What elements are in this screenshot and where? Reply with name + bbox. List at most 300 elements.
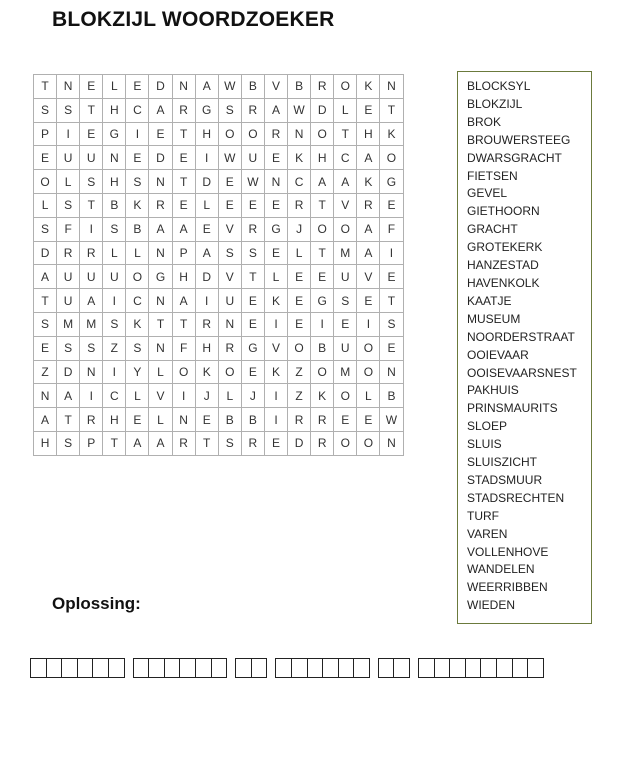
- grid-cell[interactable]: R: [311, 408, 334, 432]
- grid-cell[interactable]: E: [334, 408, 357, 432]
- grid-cell[interactable]: R: [218, 336, 241, 360]
- grid-cell[interactable]: N: [149, 289, 172, 313]
- grid-cell[interactable]: C: [334, 146, 357, 170]
- grid-cell[interactable]: E: [34, 146, 57, 170]
- grid-cell[interactable]: J: [241, 384, 264, 408]
- word-list-item: SLUIS: [467, 437, 502, 452]
- grid-cell[interactable]: P: [34, 122, 57, 146]
- grid-cell[interactable]: H: [103, 170, 126, 194]
- grid-cell[interactable]: L: [103, 75, 126, 99]
- grid-cell[interactable]: T: [34, 75, 57, 99]
- grid-cell[interactable]: K: [126, 193, 149, 217]
- grid-cell[interactable]: N: [172, 75, 195, 99]
- answer-letter-box[interactable]: [30, 658, 47, 678]
- grid-cell[interactable]: Y: [126, 360, 149, 384]
- grid-cell[interactable]: S: [34, 217, 57, 241]
- grid-cell[interactable]: O: [288, 336, 311, 360]
- grid-cell[interactable]: W: [218, 146, 241, 170]
- grid-cell[interactable]: E: [264, 193, 287, 217]
- grid-cell[interactable]: O: [241, 122, 264, 146]
- grid-cell[interactable]: S: [103, 217, 126, 241]
- answer-letter-box[interactable]: [418, 658, 435, 678]
- grid-cell[interactable]: U: [57, 146, 80, 170]
- grid-cell[interactable]: T: [380, 98, 403, 122]
- grid-cell[interactable]: U: [57, 265, 80, 289]
- grid-cell[interactable]: S: [218, 98, 241, 122]
- grid-cell[interactable]: A: [334, 170, 357, 194]
- grid-cell[interactable]: I: [80, 384, 103, 408]
- grid-cell[interactable]: L: [357, 384, 380, 408]
- grid-cell[interactable]: D: [149, 75, 172, 99]
- grid-cell[interactable]: L: [288, 241, 311, 265]
- grid-cell[interactable]: D: [57, 360, 80, 384]
- grid-cell[interactable]: R: [288, 408, 311, 432]
- answer-letter-box[interactable]: [480, 658, 497, 678]
- grid-cell[interactable]: I: [126, 122, 149, 146]
- grid-cell[interactable]: E: [80, 122, 103, 146]
- grid-cell[interactable]: C: [103, 384, 126, 408]
- grid-cell[interactable]: A: [172, 289, 195, 313]
- grid-cell[interactable]: N: [218, 312, 241, 336]
- grid-cell[interactable]: I: [195, 146, 218, 170]
- grid-cell[interactable]: N: [172, 408, 195, 432]
- grid-cell[interactable]: O: [334, 384, 357, 408]
- grid-cell[interactable]: R: [172, 98, 195, 122]
- grid-cell[interactable]: E: [380, 265, 403, 289]
- grid-cell[interactable]: V: [264, 75, 287, 99]
- grid-cell[interactable]: K: [264, 289, 287, 313]
- grid-cell[interactable]: I: [172, 384, 195, 408]
- grid-cell[interactable]: E: [218, 170, 241, 194]
- answer-letter-box[interactable]: [338, 658, 355, 678]
- grid-cell[interactable]: Z: [103, 336, 126, 360]
- grid-cell[interactable]: K: [195, 360, 218, 384]
- grid-cell[interactable]: G: [264, 217, 287, 241]
- grid-cell[interactable]: L: [149, 408, 172, 432]
- grid-cell[interactable]: C: [288, 170, 311, 194]
- grid-cell[interactable]: F: [172, 336, 195, 360]
- grid-cell[interactable]: V: [264, 336, 287, 360]
- grid-cell[interactable]: E: [288, 289, 311, 313]
- grid-cell[interactable]: T: [149, 312, 172, 336]
- grid-cell[interactable]: I: [57, 122, 80, 146]
- grid-cell[interactable]: L: [126, 241, 149, 265]
- grid-cell[interactable]: L: [218, 384, 241, 408]
- answer-letter-box[interactable]: [77, 658, 94, 678]
- grid-cell[interactable]: S: [380, 312, 403, 336]
- grid-cell[interactable]: O: [218, 122, 241, 146]
- grid-cell[interactable]: L: [264, 265, 287, 289]
- grid-cell[interactable]: N: [149, 170, 172, 194]
- grid-cell[interactable]: N: [380, 360, 403, 384]
- answer-letter-box[interactable]: [378, 658, 395, 678]
- grid-cell[interactable]: L: [334, 98, 357, 122]
- grid-cell[interactable]: A: [311, 170, 334, 194]
- grid-cell[interactable]: L: [195, 193, 218, 217]
- grid-cell[interactable]: E: [311, 265, 334, 289]
- grid-cell[interactable]: A: [149, 431, 172, 455]
- grid-cell[interactable]: E: [264, 146, 287, 170]
- grid-cell[interactable]: H: [195, 122, 218, 146]
- grid-cell[interactable]: N: [264, 170, 287, 194]
- grid-cell[interactable]: M: [80, 312, 103, 336]
- grid-cell[interactable]: B: [126, 217, 149, 241]
- answer-letter-box[interactable]: [148, 658, 165, 678]
- grid-cell[interactable]: Z: [288, 384, 311, 408]
- grid-cell[interactable]: F: [57, 217, 80, 241]
- answer-letter-box[interactable]: [133, 658, 150, 678]
- grid-cell[interactable]: B: [311, 336, 334, 360]
- grid-cell[interactable]: H: [357, 122, 380, 146]
- grid-cell[interactable]: A: [126, 431, 149, 455]
- grid-cell[interactable]: V: [218, 265, 241, 289]
- grid-cell[interactable]: S: [57, 98, 80, 122]
- grid-cell[interactable]: S: [80, 336, 103, 360]
- grid-cell[interactable]: W: [241, 170, 264, 194]
- grid-cell[interactable]: R: [264, 122, 287, 146]
- grid-cell[interactable]: A: [149, 98, 172, 122]
- answer-letter-box[interactable]: [496, 658, 513, 678]
- answer-letter-box[interactable]: [46, 658, 63, 678]
- grid-cell[interactable]: I: [80, 217, 103, 241]
- grid-cell[interactable]: G: [241, 336, 264, 360]
- grid-cell[interactable]: S: [57, 193, 80, 217]
- grid-cell[interactable]: V: [357, 265, 380, 289]
- grid-cell[interactable]: T: [334, 122, 357, 146]
- grid-cell[interactable]: R: [288, 193, 311, 217]
- grid-cell[interactable]: T: [241, 265, 264, 289]
- grid-cell[interactable]: I: [103, 289, 126, 313]
- grid-cell[interactable]: I: [103, 360, 126, 384]
- grid-cell[interactable]: R: [311, 75, 334, 99]
- grid-cell[interactable]: U: [334, 265, 357, 289]
- answer-letter-box[interactable]: [449, 658, 466, 678]
- grid-cell[interactable]: N: [288, 122, 311, 146]
- grid-cell[interactable]: R: [149, 193, 172, 217]
- grid-cell[interactable]: O: [172, 360, 195, 384]
- grid-cell[interactable]: A: [357, 241, 380, 265]
- grid-cell[interactable]: E: [195, 408, 218, 432]
- grid-cell[interactable]: E: [334, 312, 357, 336]
- grid-cell[interactable]: K: [380, 122, 403, 146]
- grid-cell[interactable]: R: [311, 431, 334, 455]
- grid-cell[interactable]: L: [126, 384, 149, 408]
- grid-cell[interactable]: A: [57, 384, 80, 408]
- grid-cell[interactable]: G: [311, 289, 334, 313]
- grid-cell[interactable]: R: [195, 312, 218, 336]
- grid-cell[interactable]: B: [241, 75, 264, 99]
- grid-cell[interactable]: I: [264, 312, 287, 336]
- grid-cell[interactable]: N: [34, 384, 57, 408]
- grid-cell[interactable]: R: [357, 193, 380, 217]
- grid-cell[interactable]: H: [195, 336, 218, 360]
- grid-cell[interactable]: S: [126, 170, 149, 194]
- grid-cell[interactable]: R: [241, 431, 264, 455]
- grid-cell[interactable]: K: [288, 146, 311, 170]
- grid-cell[interactable]: L: [57, 170, 80, 194]
- grid-cell[interactable]: O: [311, 122, 334, 146]
- grid-cell[interactable]: U: [241, 146, 264, 170]
- grid-cell[interactable]: S: [126, 336, 149, 360]
- grid-cell[interactable]: H: [103, 98, 126, 122]
- grid-cell[interactable]: E: [241, 289, 264, 313]
- word-list-item: VOLLENHOVE: [467, 544, 549, 559]
- grid-cell[interactable]: S: [218, 241, 241, 265]
- grid-cell[interactable]: Z: [288, 360, 311, 384]
- grid-cell[interactable]: N: [80, 360, 103, 384]
- grid-cell[interactable]: I: [195, 289, 218, 313]
- grid-cell[interactable]: A: [34, 408, 57, 432]
- grid-row: [34, 312, 404, 336]
- grid-cell[interactable]: B: [288, 75, 311, 99]
- grid-cell[interactable]: O: [311, 360, 334, 384]
- grid-cell[interactable]: C: [126, 289, 149, 313]
- word-list-item: GROTEKERK: [467, 240, 543, 255]
- grid-cell[interactable]: K: [264, 360, 287, 384]
- grid-cell[interactable]: T: [57, 408, 80, 432]
- answer-letter-box[interactable]: [251, 658, 268, 678]
- grid-cell[interactable]: B: [218, 408, 241, 432]
- grid-cell[interactable]: E: [126, 146, 149, 170]
- grid-cell[interactable]: E: [34, 336, 57, 360]
- grid-cell[interactable]: O: [34, 170, 57, 194]
- grid-cell[interactable]: E: [288, 312, 311, 336]
- grid-cell[interactable]: T: [80, 98, 103, 122]
- grid-cell[interactable]: E: [264, 431, 287, 455]
- grid-cell[interactable]: T: [172, 170, 195, 194]
- grid-cell[interactable]: W: [380, 408, 403, 432]
- grid-cell[interactable]: J: [288, 217, 311, 241]
- grid-cell[interactable]: U: [218, 289, 241, 313]
- grid-cell[interactable]: B: [380, 384, 403, 408]
- grid-cell[interactable]: S: [218, 431, 241, 455]
- grid-cell[interactable]: O: [334, 217, 357, 241]
- grid-cell[interactable]: S: [241, 241, 264, 265]
- grid-cell[interactable]: B: [103, 193, 126, 217]
- grid-cell[interactable]: W: [288, 98, 311, 122]
- grid-cell[interactable]: G: [195, 98, 218, 122]
- grid-cell[interactable]: N: [380, 75, 403, 99]
- answer-letter-box[interactable]: [195, 658, 212, 678]
- answer-letter-box[interactable]: [275, 658, 292, 678]
- grid-cell[interactable]: D: [149, 146, 172, 170]
- answer-letter-box[interactable]: [92, 658, 109, 678]
- grid-cell[interactable]: T: [195, 431, 218, 455]
- grid-cell[interactable]: T: [311, 241, 334, 265]
- grid-cell[interactable]: N: [380, 431, 403, 455]
- grid-cell[interactable]: E: [126, 408, 149, 432]
- answer-letter-box[interactable]: [108, 658, 125, 678]
- grid-cell[interactable]: H: [34, 431, 57, 455]
- grid-cell[interactable]: E: [172, 193, 195, 217]
- grid-cell[interactable]: T: [103, 431, 126, 455]
- grid-row: [34, 98, 404, 122]
- grid-cell[interactable]: R: [241, 98, 264, 122]
- grid-cell[interactable]: P: [172, 241, 195, 265]
- answer-letter-box[interactable]: [179, 658, 196, 678]
- grid-cell[interactable]: K: [126, 312, 149, 336]
- grid-cell[interactable]: U: [80, 146, 103, 170]
- grid-row: [34, 265, 404, 289]
- grid-cell[interactable]: L: [149, 360, 172, 384]
- grid-cell[interactable]: E: [218, 193, 241, 217]
- grid-cell[interactable]: R: [172, 431, 195, 455]
- grid-cell[interactable]: T: [34, 289, 57, 313]
- grid-cell[interactable]: N: [149, 336, 172, 360]
- grid-row: [34, 289, 404, 313]
- grid-cell[interactable]: S: [57, 336, 80, 360]
- grid-cell[interactable]: E: [357, 408, 380, 432]
- grid-cell[interactable]: I: [264, 408, 287, 432]
- grid-cell[interactable]: L: [103, 241, 126, 265]
- grid-cell[interactable]: C: [126, 98, 149, 122]
- grid-cell[interactable]: N: [57, 75, 80, 99]
- grid-cell[interactable]: I: [380, 241, 403, 265]
- grid-cell[interactable]: A: [357, 217, 380, 241]
- grid-cell[interactable]: I: [264, 384, 287, 408]
- grid-cell[interactable]: M: [334, 360, 357, 384]
- grid-cell[interactable]: E: [241, 360, 264, 384]
- grid-cell[interactable]: V: [149, 384, 172, 408]
- grid-cell[interactable]: A: [149, 217, 172, 241]
- grid-cell[interactable]: M: [57, 312, 80, 336]
- grid-cell[interactable]: D: [195, 265, 218, 289]
- grid-cell[interactable]: T: [172, 122, 195, 146]
- grid-cell[interactable]: W: [218, 75, 241, 99]
- grid-cell[interactable]: A: [172, 217, 195, 241]
- answer-letter-box[interactable]: [307, 658, 324, 678]
- answer-letter-box[interactable]: [465, 658, 482, 678]
- grid-cell[interactable]: P: [80, 431, 103, 455]
- word-list-item: KAATJE: [467, 293, 512, 308]
- grid-cell[interactable]: S: [57, 431, 80, 455]
- grid-cell[interactable]: O: [380, 146, 403, 170]
- grid-cell[interactable]: H: [103, 408, 126, 432]
- grid-cell[interactable]: H: [172, 265, 195, 289]
- grid-cell[interactable]: A: [195, 241, 218, 265]
- grid-cell[interactable]: V: [218, 217, 241, 241]
- grid-cell[interactable]: S: [34, 98, 57, 122]
- grid-cell[interactable]: T: [311, 193, 334, 217]
- answer-letter-box[interactable]: [322, 658, 339, 678]
- grid-cell[interactable]: A: [80, 289, 103, 313]
- grid-cell[interactable]: K: [311, 384, 334, 408]
- answer-letter-box[interactable]: [512, 658, 529, 678]
- grid-cell[interactable]: D: [311, 98, 334, 122]
- grid-cell[interactable]: E: [357, 98, 380, 122]
- answer-letter-box[interactable]: [61, 658, 78, 678]
- grid-cell[interactable]: R: [241, 217, 264, 241]
- answer-letter-box[interactable]: [434, 658, 451, 678]
- grid-cell[interactable]: O: [126, 265, 149, 289]
- grid-cell[interactable]: V: [334, 193, 357, 217]
- grid-cell[interactable]: D: [195, 170, 218, 194]
- grid-cell[interactable]: E: [380, 193, 403, 217]
- word-list: [457, 71, 592, 624]
- grid-cell[interactable]: N: [149, 241, 172, 265]
- grid-cell[interactable]: I: [357, 312, 380, 336]
- answer-letter-box[interactable]: [235, 658, 252, 678]
- grid-cell[interactable]: S: [34, 312, 57, 336]
- grid-cell[interactable]: R: [80, 408, 103, 432]
- grid-cell[interactable]: F: [380, 217, 403, 241]
- grid-cell[interactable]: L: [34, 193, 57, 217]
- grid-cell[interactable]: K: [357, 75, 380, 99]
- grid-cell[interactable]: D: [34, 241, 57, 265]
- grid-cell[interactable]: O: [334, 75, 357, 99]
- grid-cell[interactable]: T: [380, 289, 403, 313]
- grid-cell[interactable]: U: [57, 289, 80, 313]
- grid-cell[interactable]: G: [380, 170, 403, 194]
- grid-row: [34, 336, 404, 360]
- grid-cell[interactable]: E: [357, 289, 380, 313]
- grid-cell[interactable]: A: [34, 265, 57, 289]
- grid-cell[interactable]: A: [195, 75, 218, 99]
- grid-cell[interactable]: S: [103, 312, 126, 336]
- grid-cell[interactable]: E: [172, 146, 195, 170]
- grid-cell[interactable]: E: [241, 312, 264, 336]
- grid-cell[interactable]: O: [218, 360, 241, 384]
- grid-cell[interactable]: E: [288, 265, 311, 289]
- grid-cell[interactable]: U: [103, 265, 126, 289]
- grid-cell[interactable]: O: [311, 217, 334, 241]
- answer-letter-box[interactable]: [291, 658, 308, 678]
- grid-cell[interactable]: T: [172, 312, 195, 336]
- grid-cell[interactable]: R: [80, 241, 103, 265]
- grid-cell[interactable]: K: [357, 170, 380, 194]
- grid-cell[interactable]: E: [241, 193, 264, 217]
- grid-cell[interactable]: B: [241, 408, 264, 432]
- grid-cell[interactable]: U: [334, 336, 357, 360]
- grid-cell[interactable]: A: [264, 98, 287, 122]
- grid-cell[interactable]: R: [57, 241, 80, 265]
- grid-cell[interactable]: O: [357, 431, 380, 455]
- grid-cell[interactable]: O: [334, 431, 357, 455]
- answer-letter-box[interactable]: [211, 658, 228, 678]
- grid-cell[interactable]: I: [311, 312, 334, 336]
- grid-cell[interactable]: E: [195, 217, 218, 241]
- grid-cell[interactable]: G: [103, 122, 126, 146]
- grid-cell[interactable]: S: [80, 170, 103, 194]
- grid-cell[interactable]: J: [195, 384, 218, 408]
- grid-cell[interactable]: A: [357, 146, 380, 170]
- grid-cell[interactable]: H: [311, 146, 334, 170]
- answer-letter-box[interactable]: [527, 658, 544, 678]
- answer-letter-box[interactable]: [164, 658, 181, 678]
- grid-cell[interactable]: T: [80, 193, 103, 217]
- grid-cell[interactable]: N: [103, 146, 126, 170]
- answer-word: [133, 658, 228, 678]
- grid-cell[interactable]: M: [334, 241, 357, 265]
- answer-letter-box[interactable]: [393, 658, 410, 678]
- grid-cell[interactable]: Z: [34, 360, 57, 384]
- grid-cell[interactable]: G: [149, 265, 172, 289]
- word-list-item: WANDELEN: [467, 562, 535, 577]
- grid-cell[interactable]: E: [149, 122, 172, 146]
- answer-letter-box[interactable]: [353, 658, 370, 678]
- word-list-item: HAVENKOLK: [467, 275, 540, 290]
- grid-cell[interactable]: E: [380, 336, 403, 360]
- grid-cell[interactable]: O: [357, 360, 380, 384]
- grid-cell[interactable]: E: [80, 75, 103, 99]
- page-title: BLOKZIJL WOORDZOEKER: [52, 8, 335, 31]
- grid-cell[interactable]: E: [126, 75, 149, 99]
- grid-cell[interactable]: U: [80, 265, 103, 289]
- grid-cell[interactable]: D: [288, 431, 311, 455]
- grid-cell[interactable]: O: [357, 336, 380, 360]
- grid-cell[interactable]: S: [334, 289, 357, 313]
- grid-cell[interactable]: E: [264, 241, 287, 265]
